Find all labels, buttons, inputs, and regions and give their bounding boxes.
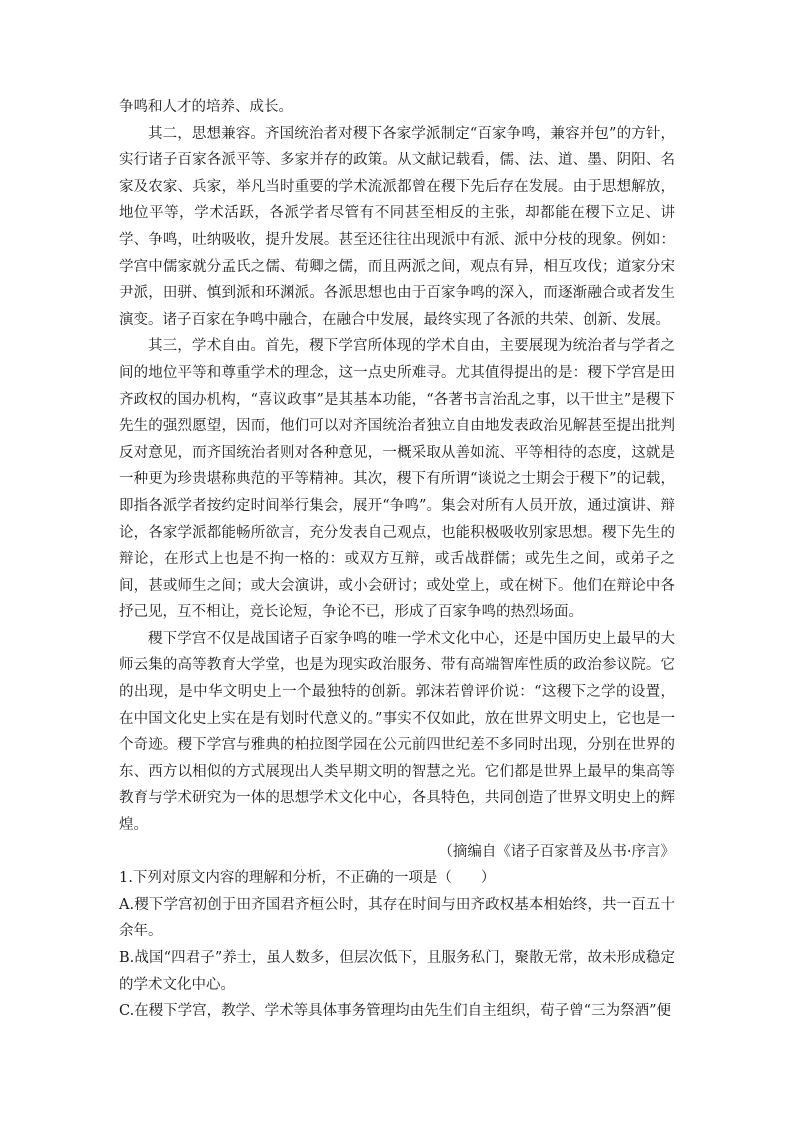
option-c: C.在稷下学宫，教学、学术等具体事务管理均由先生们自主组织，荀子曾“三为祭酒”便 [119,1003,672,1020]
option-b: B.战国“四君子”养士，虽人数多，但层次低下，且服务私门，聚散无常，故未形成稳定的学术文化中心。 [119,950,675,993]
paragraph-conclusion: 稷下学宫不仅是战国诸子百家争鸣的唯一学术文化中心，还是中国历史上最早的大师云集的高等教育大学堂，也是为现实政治服务、带有高端智库性质的政治参议院。它的出现，是中华文明史上一个最独特的创新。郭沫若曾评价说：“这稷下之学的设置，在中国文化史上实在是有划时代意义的。”事实不仅如此，放在世界文明史上，它也是一个奇迹。稷下学宫与雅典的柏拉图学园在公元前四世纪差不多同时出现，分别在世界的东、西方以相似的方式展现出人类早期文明的智慧之光。它们都是世界上最早的集高等教育与学术研究为一体的思想学术文化中心，各具特色，共同创造了世界文明史上的辉煌。 [119,630,675,834]
option-a: A.稷下学宫初创于田齐国君齐桓公时，其存在时间与田齐政权基本相始终，共一百五十余年。 [119,896,675,940]
question-stem: 1.下列对原文内容的理解和分析，不正确的一项是（ ） [119,870,496,887]
source-citation: （摘编自《诸子百家普及丛书·序言》 [438,843,675,860]
paragraph-academic-freedom: 其三，学术自由。首先，稷下学宫所体现的学术自由，主要展现为统治者与学者之间的地位平等和尊重学术的理念，这一点史所难寻。尤其值得提出的是：稷下学宫是田齐政权的国办机构，“喜议政事”是其基本功能，“各著书言治乱之事，以干世主”是稷下先生的强烈愿望，因而，他们可以对齐国统治者独立自由地发表政治见解甚至提出批判反对意见，而齐国统治者则对各种意见，一概采取从善如流、平等相待的态度，这就是一种更为珍贵堪称典范的平等精神。其次，稷下有所谓“谈说之士期会于稷下”的记载，即指各派学者按约定时间举行集会，展开“争鸣”。集会对所有人员开放，通过演讲、辩论，各家学派都能畅所欲言，充分发表自己观点，也能积极吸收别家思想。稷下先生的辩论，在形式上也是不拘一格的：或双方互辩，或舌战群儒；或先生之间，或弟子之间，甚或师生之间；或大会演讲，或小会研讨；或处堂上，或在树下。他们在辩论中各抒己见，互不相让，竞长论短，争论不已，形成了百家争鸣的热烈场面。 [119,338,675,621]
paragraph-continuation: 争鸣和人才的培养、成长。 [119,99,293,115]
paragraph-thought-compatibility: 其二，思想兼容。齐国统治者对稷下各家学派制定“百家争鸣，兼容并包”的方针，实行诸子百家各派平等、多家并存的政策。从文献记载看，儒、法、道、墨、阴阳、名家及农家、兵家，举凡当时重要的学术流派都曾在稷下先后存在发展。由于思想解放，地位平等，学术活跃，各派学者尽管有不同甚至相反的主张，却都能在稷下立足、讲学、争鸣，吐纳吸收，提升发展。甚至还往往出现派中有派、派中分枝的现象。例如：学宫中儒家就分孟氏之儒、荀卿之儒，而且两派之间，观点有异，相互攻伐；道家分宋尹派，田骈、慎到派和环渊派。各派思想也由于百家争鸣的深入，而逐渐融合或者发生演变。诸子百家在争鸣中融合，在融合中发展，最终实现了各派的共荣、创新、发展。 [119,125,675,328]
document-page [119,94,675,1025]
